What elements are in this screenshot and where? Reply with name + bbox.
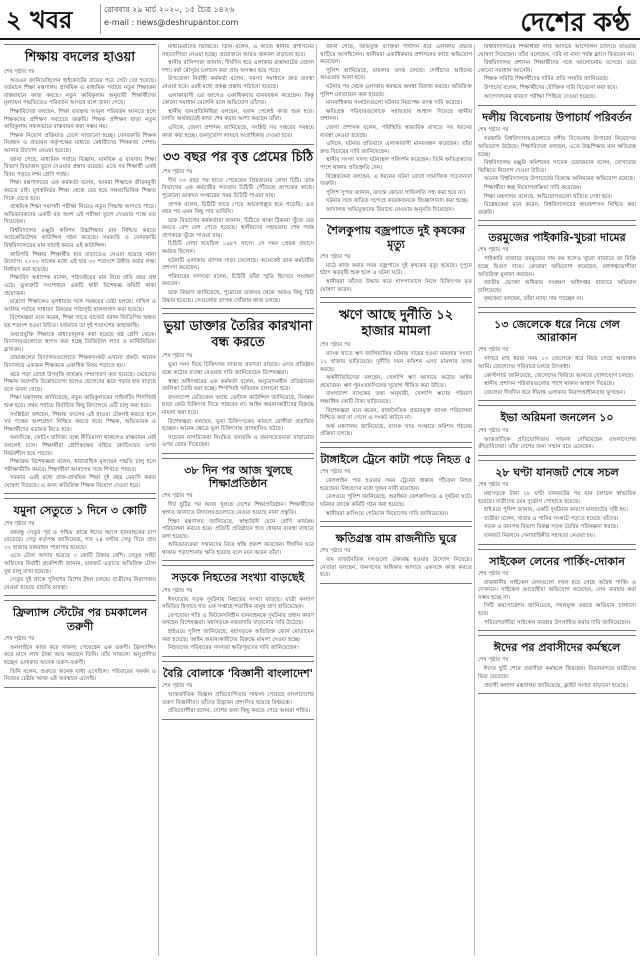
article-byline: শেষ পৃষ্ঠার পর [478,570,509,577]
article [4,498,156,596]
article-paragraph: অতএব জানিয়েছিলেন হাইকোর্টের রায়ের পরে সেটা তো হয়েছে। বর্তমানে শিক্ষা মন্ত্রণালয় প্রাথমিক ও মাধ্যমিক পর্যায়ে নতুন শিক্ষাক্রম বাস্তবায়নে কাজ করছে। নতুন কারিকুলাম অনুযায়ী শিক্ষার্থীদের মূল্যায়ন পদ্ধতিতেও পরিবর্তন আসবে বলে জানা গেছে। [4,77,156,107]
article [320,526,472,584]
article-paragraph: এদিকে, জেলা প্রশাসন জানিয়েছে, সংশ্লিষ্ট সব দপ্তরের সমন্বয়ে কাজ করা হচ্ছে। জনদুর্ভোগ লাঘবে অগ্রাধিকার দেওয়া হবে। [162,124,314,139]
article-paragraph: যানজট নিরসনে সেনাবাহিনীর সহায়তা নেওয়া হয়। [484,532,595,539]
column-2 [162,44,314,956]
article-paragraph: শিক্ষার্থীরা স্বচ্ছ নিয়োগপ্রক্রিয়া দাবি করেছেন। [484,184,582,191]
article-paragraph: শিক্ষাবিদেরা বলছেন, শিক্ষা ব্যবস্থায় আমূল পরিবর্তন আনতে হলে শিক্ষকদের প্রশিক্ষণ সবচেয়ে জরুরি। শিক্ষক প্রশিক্ষণ ছাড়া নতুন কারিকুলাম সফলভাবে বাস্তবায়ন করা সম্ভব নয়। [4,108,156,131]
article-body [478,356,636,397]
article-paragraph: সড়ক ও জনপথ বিভাগ বিকল্প সড়ক তৈরির পরিকল্পনা করছে। [484,524,619,531]
article-paragraph: রেলওয়ে পুলিশ জানিয়েছে, অরক্ষিত রেলক্রসিংয়ে এ দুর্ঘটনা ঘটে। ঘটনার তদন্তে কমিটি গঠন করা হয়েছে। [320,494,472,508]
article-paragraph: অনলাইনে কাজ করে সাফল্য পেয়েছেন এক তরুণী। ফ্রিল্যান্সিং করে মাসে লাখ টাকা আয় করছেন তিনি। তাঁর সাফল্যে অনুপ্রাণিত হচ্ছেন এলাকার অনেক তরুণ-তরুণী। [4,644,156,666]
article-paragraph: উপাচার্য বলেন, শিক্ষার্থীদের যৌক্তিক দাবি বিবেচনা করা হবে। [484,84,618,91]
article-paragraph: শিক্ষক সমিতি শিক্ষার্থীদের দাবির প্রতি সংহতি জানিয়েছে। [484,76,609,83]
article-paragraph: চিঠিটি লেখা হয়েছিল ১৯৮৭ সালে। সে সময় প্রেরক প্রবাসে কর্মরত ছিলেন। [162,241,314,256]
article [320,44,472,214]
article-body [320,263,472,294]
column-rule [474,44,475,956]
article-paragraph: অনেক বিশ্ববিদ্যালয়ে উপাচার্যের বিরুদ্ধে অনিয়মের অভিযোগ রয়েছে। [484,176,635,183]
article [4,44,156,494]
article-headline[interactable]: ৩৩ বছর পর বৃত্ত প্রেমের চিঠি [162,150,314,166]
article-paragraph: সংশ্লিষ্টরা বলছেন, শিক্ষায় বদলের এই হাওয়া টেকসই করতে হলে সব পক্ষের অংশগ্রহণ নিশ্চিত করতে হবে। শিক্ষক, অভিভাবক ও শিক্ষার্থীদের মতামত নিতে হবে। [4,411,156,433]
article-byline: শেষ পৃষ্ঠার পর [478,347,509,354]
article-body [320,44,472,214]
article-paragraph: কারিগরি শিক্ষায় শিক্ষার্থীর হার বাড়াতেও নেওয়া হয়েছে নানা উদ্যোগ। ২০৩০ সালের মধ্যে এই হার ৩০ শতাংশে উন্নীত করার লক্ষ্য নির্ধারণ করা হয়েছে। [4,251,156,273]
article-paragraph: বিশ্ববিদ্যালয় প্রশাসন শিক্ষার্থীদের সঙ্গে আলোচনায় বসেছে। তবে কোনো সমাধান আসেনি। [478,60,636,74]
article-paragraph: বেপরোয়া গতি ও ফিটনেসবিহীন যানবাহনকে দুর্ঘটনার প্রধান কারণ বলছেন বিশেষজ্ঞরা। মহাসড়কে নজরদারি বাড়ানোর দাবি উঠেছে। [162,612,314,627]
article-headline[interactable]: দলীয় বিবেচনায় উপাচার্য পরিবর্তন [482,111,632,125]
article-byline: শেষ পৃষ্ঠার পর [478,657,509,664]
article-paragraph: শিক্ষা মন্ত্রণালয় বলেছে, অভিযোগগুলো খতিয়ে দেখা হবে। [484,193,613,200]
article [478,225,636,308]
article-paragraph: স্থানীয় জনপ্রতিনিধিরা বলছেন, বরাদ্দ পেলেই কাজ শুরু হবে। চলতি অর্থবছরেই কাজ শেষ করার আশা করছেন তাঁরা। [162,108,314,123]
article-paragraph: সিটি করপোরেশন জানিয়েছে, দখলমুক্ত করতে অভিযান চালানো হবে। [478,603,636,618]
article-paragraph: বাংলাদেশ মেডিকেল অ্যান্ড ডেন্টাল কাউন্সিল জানিয়েছে, নিবন্ধন ছাড়া কেউ চিকিৎসা দিতে পারবেন না। আইন অমান্যকারীদের বিরুদ্ধে মামলা করা হবে। [162,394,314,416]
article [162,313,314,454]
article-paragraph: ঈদযাত্রায় সড়ক দুর্ঘটনায় নিহতের সংখ্যা বাড়ছে। যাত্রী কল্যাণ সমিতির হিসাবে গত এক সপ্তাহে শতাধিক মানুষ প্রাণ হারিয়েছেন। [162,596,314,611]
column-3 [320,44,472,956]
article [478,460,636,545]
article-paragraph: দীর্ঘ ছুটির পর আজ খুলছে দেশের শিক্ষাপ্রতিষ্ঠান। শিক্ষার্থীদের স্বাগত জানাতে বিদ্যালয়গুলোতে নেওয়া হয়েছে নানা প্রস্তুতি। [162,502,314,516]
article-byline: শেষ পৃষ্ঠার পর [478,427,509,434]
article-paragraph: এদিকে, ঘটনার প্রতিবাদে এলাকাবাসী মানববন্ধন করেছেন। তাঁরা দ্রুত বিচারের দাবি জানিয়েছেন। [320,141,472,155]
article-body [4,78,156,491]
article-paragraph: ডাক বিভাগ জানিয়েছে, পুরোনো ডাকঘর থেকে আরও কিছু চিঠি উদ্ধার হয়েছে। সেগুলোর প্রাপক খোঁজার কাজ চলছে। [162,290,314,304]
article-headline[interactable]: সাইকেল লেনের পার্কিং-দোকান [489,554,625,568]
article-headline[interactable]: ফ্রিল্যান্স স্টেটের পর চমকালেন তরুণী [12,606,148,633]
article [320,218,472,298]
article-paragraph: অভিভাবকেরা সন্তানদের নিয়ে স্বস্তি প্রকাশ করেছেন। দীর্ঘদিন ঘরে থাকায় পড়াশোনায় ক্ষতি হয়েছে বলে মনে করেন তাঁরা। [162,542,314,556]
article-body [478,491,636,541]
article-body [4,530,156,593]
article-paragraph: জানা গেছে, মাধ্যমিক পর্যায়ে বিজ্ঞান, মানবিক ও ব্যবসায় শিক্ষা বিভাগ বিভাজন তুলে দেওয়ার প্রস্তাব রয়েছে। এতে সব শিক্ষার্থী একই বিষয় পড়বে দশম শ্রেণি পর্যন্ত। [4,156,156,178]
article-headline[interactable]: টাঙ্গাইলে ট্রেনে কাটা পড়ে নিহত ৫ [320,452,472,466]
article-paragraph: আন্তর্জাতিক প্রতিযোগিতায় সাফল্য দেখিয়েছেন বাংলাদেশের ক্রীড়াবিদেরা। তাঁরা দেশের জন্য সম্মান বয়ে এনেছেন। [478,436,636,451]
article-body [478,256,636,304]
article-paragraph: সেতুর দুই প্রান্তে পুলিশের বিশেষ টহল চলছে। যাত্রীদের নিরাপত্তায় নেওয়া হয়েছে বাড়তি ব্যবস্থা। [4,577,156,591]
article-paragraph: নিহতদের পরিবারের সদস্যরা ক্ষতিপূরণের দাবি জানিয়েছেন। [168,645,299,652]
article-paragraph: আন্দোলনের কারণে পরীক্ষা পিছিয়ে দেওয়া হয়েছে। [484,93,596,100]
article-paragraph: স্থানীয়রা ক্রসিংয়ে গেটম্যান নিয়োগের দাবি জানিয়েছেন। [326,510,449,517]
article-byline: শেষ পৃষ্ঠার পর [4,635,35,642]
article-body [162,178,314,306]
article-paragraph: বিশ্ববিদ্যালয়ের শিক্ষার্থীরা দাবি আদায়ে আন্দোলন চালিয়ে যাওয়ার ঘোষণা দিয়েছেন। তাঁরা বলেছেন, দাবি না মানা পর্যন্ত ক্লাসে ফিরবেন না। [478,44,636,58]
article-headline[interactable]: ১৩ জেলেকে ধরে নিয়ে গেল আরাকান [494,318,620,345]
article-paragraph: কৃষকেরা বলছেন, তাঁরা ন্যায্য দাম পাচ্ছেন না। [484,296,584,303]
article-paragraph: আন্তর্জাতিক বিজ্ঞান প্রতিযোগিতায় সাফল্য পেয়েছে বাংলাদেশের তরুণ বিজ্ঞানীরা। তাঁদের উদ্ভাবন প্রশংসিত হয়েছে বিশ্বমঞ্চে। [162,692,314,706]
article-paragraph: সাগরে মাছ ধরার সময় ১৩ জেলেকে ধরে নিয়ে গেছে আরাকান আর্মি। জেলেদের পরিবারে চলছে উৎকণ্ঠা। [478,356,636,370]
article-paragraph: প্রাপক বলেন, চিঠিটি হাতে পেয়ে আবেগাপ্লুত হয়ে পড়েছি। এত বছর পর এমন কিছু পাব ভাবিনি। [162,201,314,216]
article-paragraph: বাম রাজনৈতিক দলগুলো ঐক্যবদ্ধ হওয়ার উদ্যোগ নিয়েছে। নেতারা বলছেন, জনগণের অধিকার আদায়ে একসঙ্গে কাজ করতে হবে। [320,557,472,579]
article-body [162,44,314,140]
article-byline: শেষ পৃষ্ঠার পর [478,247,509,254]
article-headline[interactable]: ঈদের পর প্রবাসীদের কর্মস্থলে [493,641,621,655]
article-paragraph: অন্যদিকে, কোচিং বাণিজ্য বন্ধে নীতিমালা থাকলেও বাস্তবায়ন নেই বললেই চলে। শিক্ষার্থীরা শ্রেণিকক্ষের বাইরে কোচিংয়ের ওপর নির্ভরশীল হয়ে পড়ছে। [4,435,156,457]
article-headline[interactable]: সড়কে নিহতের সংখ্যা বাড়ছেই [171,571,305,585]
article-paragraph: স্বাস্থ্য অধিদপ্তরের এক কর্মকর্তা বলেন, অনুমোদনহীন প্রতিষ্ঠানের তালিকা তৈরি করা হচ্ছে। শিগগিরই অভিযান চালানো হবে। [162,378,314,393]
article-byline: শেষ পৃষ্ঠার পর [320,342,351,349]
article-paragraph: বিশ্লেষকেরা মনে করেন, বিশ্ববিদ্যালয়ের স্বায়ত্তশাসন নিশ্চিত করা জরুরি। [478,202,636,216]
article-paragraph: উপজেলা নির্বাহী কর্মকর্তা বলেন, সমস্যা সমাধানে দ্রুত ব্যবস্থা নেওয়া হবে। এরই মধ্যে প্রকল্প প্রস্তাব পাঠানো হয়েছে। [162,76,314,90]
article-body [478,44,636,101]
article-paragraph: জাতীয় ভোক্তা অধিকার সংরক্ষণ অধিদপ্তর বাজারে অভিযান চালিয়েছে। [478,280,636,294]
article-paragraph: পরিবারের সদস্যরা বলেন, চিঠিটি তাঁরা স্মৃতি হিসেবে সংরক্ষণ করবেন। [162,273,314,288]
article-body [478,136,636,217]
article-headline[interactable]: শিক্ষায় বদলের হাওয়া [24,50,136,65]
article-paragraph: ব্যাংক খাতে ঋণ জালিয়াতির ঘটনায় দায়ের হওয়া মামলার সংখ্যা ১২ হাজার ছাড়িয়েছে। দুর্নীতি দমন কমিশন এসব মামলার তদন্ত করছে। [320,351,472,373]
column-1 [4,44,156,956]
article-paragraph: সরকার এরই মধ্যে প্রাক-প্রাথমিক শিক্ষা দুই বছর মেয়াদি করার ঘোষণা দিয়েছে। এ জন্য অতিরিক্ত শিক্ষক নিয়োগ দেওয়া হবে। [4,475,156,489]
article-body [478,666,636,690]
article-body [320,351,472,439]
article-byline: শেষ পৃষ্ঠার পর [162,493,193,500]
article-paragraph: প্রতিযোগীরা বলেন, দেশের জন্য কিছু করতে পেরে আমরা গর্বিত। [168,708,311,715]
article [320,447,472,522]
article-paragraph: ডাক বিভাগের কর্মকর্তারা জানান, চিঠিতে থাকা ঠিকানা খুঁজে বের করতে বেশ বেগ পেতে হয়েছে। স্থানীয়দের সহায়তায় শেষ পর্যন্ত প্রাপককে খুঁজে পাওয়া যায়। [162,217,314,239]
masthead [0,0,640,40]
article-body [162,362,314,450]
article-paragraph: পাইকারি বাজারে তরমুজের দাম কম হলেও খুচরা বাজারে তা বিক্রি হচ্ছে দ্বিগুণ দামে। ক্রেতারা অভিযোগ করেছেন, মধ্যস্বত্বভোগীরা অতিরিক্ত মুনাফা করছেন। [478,256,636,278]
column-4 [478,44,636,956]
article-paragraph: সচেতন নাগরিকেরা নিয়মিত তদারকি ও জনসচেতনতা বাড়ানোর ওপর জোর দিয়েছেন। [162,434,314,449]
article-paragraph: পুলিশ সুপার জানান, তদন্তে কোনো গাফিলতি সহ্য করা হবে না। [326,189,466,196]
article-paragraph: যাত্রীরা বলেন, খাবার ও পানির সংকটে পড়তে হয়েছে তাঁদের। [484,515,619,522]
article [478,635,636,694]
article-paragraph: বিশ্ববিদ্যালয় মঞ্জুরি কমিশনের সাবেক চেয়ারম্যান বলেন, যোগ্যতার ভিত্তিতে নিয়োগ দেওয়া উচিত। [478,160,636,174]
column-rule [316,44,317,956]
article-headline[interactable]: শৈলকুপায় বজ্রপাতে দুই কৃষকের মৃত্যু [326,224,465,251]
masthead-divider [100,4,101,34]
article-byline: শেষ পৃষ্ঠার পর [4,520,35,527]
article-byline: শেষ পৃষ্ঠার পর [320,253,351,260]
article-paragraph: বিশেষজ্ঞরা বলছেন, ভুয়া চিকিৎসকের কারণে রোগীরা প্রতারিত হচ্ছেন। অনেক ক্ষেত্রে ভুল চিকিৎসায় প্রাণহানিও ঘটছে। [162,418,314,433]
article-paragraph: মাদ্রাসা শিক্ষাকেও মূলধারার সঙ্গে সমন্বয়ের চেষ্টা চলছে। দাখিল ও আলিম পর্যায়ে সাধারণ বিষয়ের পাঠ্যসূচি হালনাগাদ করা হয়েছে। [4,299,156,313]
article-byline: শেষ পৃষ্ঠার পর [478,127,509,134]
article-paragraph: জানা গেছে, অভিযুক্ত ব্যক্তিরা দীর্ঘদিন ধরে এলাকায় প্রভাব খাটিয়ে আসছিলেন। স্থানীয়রা একাধিকবার প্রশাসনের কাছে অভিযোগ করেছেন। [320,44,472,66]
article-paragraph: প্রাথমিক শিক্ষা সমাপনী পরীক্ষা নিয়েও নতুন সিদ্ধান্ত আসতে পারে। অভিভাবকদের একটি বড় অংশ এই পরীক্ষা তুলে দেওয়ার পক্ষে মত দিয়েছেন। [4,204,156,226]
article-paragraph: স্থানীয় সংসদ সদস্য ঘটনাস্থল পরিদর্শন করেছেন। তিনি ক্ষতিগ্রস্তদের পাশে থাকার প্রতিশ্রুতি দেন। [320,157,472,171]
article-paragraph: শিক্ষা মন্ত্রণালয় জানিয়েছে, স্বাস্থ্যবিধি মেনে শ্রেণি কার্যক্রম পরিচালনা করতে হবে। প্রতিটি প্রতিষ্ঠানে হাত ধোয়ার ব্যবস্থা রাখতে বলা হয়েছে। [162,518,314,540]
article-body [4,645,156,684]
article-paragraph: শিক্ষা মন্ত্রণালয়ের এক কর্মকর্তা বলেন, আমরা শিক্ষাকে জীবনমুখী করতে চাই। মুখস্থনির্ভর শিক্ষা থেকে বের হয়ে দক্ষতাভিত্তিক শিক্ষার দিকে যেতে হবে। [4,180,156,202]
article [478,105,636,221]
article-paragraph: মানবাধিকার সংগঠনগুলো ঘটনার নিরপেক্ষ তদন্ত দাবি করেছে। [326,100,463,107]
article-paragraph: পুলিশ জানিয়েছে, মামলার তদন্ত চলছে। দোষীদের আইনের আওতায় আনা হবে। [320,67,472,82]
article-paragraph: ঘটনার সঙ্গে জড়িত সন্দেহে কয়েকজনকে জিজ্ঞাসাবাদ করা হচ্ছে। [326,198,469,205]
article-byline: শেষ পৃষ্ঠার পর [162,683,193,689]
article-paragraph: পরিবেশবাদীরা সাইকেল ব্যবহার উৎসাহিত করার দাবি জানিয়েছেন। [484,619,631,626]
article-headline[interactable]: ৩৮ দিন পর আজ খুলছে শিক্ষাপ্রতিষ্ঠান [184,463,292,491]
article-paragraph: প্রবাসী কল্যাণ মন্ত্রণালয় জানিয়েছে, ফ্লাইট সংখ্যা বাড়ানো হয়েছে। [484,682,629,689]
article-paragraph: বঙ্গবন্ধু সেতুর পূর্ব ও পশ্চিম প্রান্তে ঈদের আগে যানবাহনের চাপ বেড়েছে। সেতু কর্তৃপক্ষ জানিয়েছে, গত ২৪ ঘণ্টায় সেতু দিয়ে প্রায় ৩২ হাজার যানবাহন পারাপার হয়েছে। [4,529,156,551]
article-paragraph: জেলেরা দীর্ঘদিন ধরে সীমান্ত এলাকায় নিরাপত্তাহীনতায় ভুগছেন। [484,389,626,396]
article-body [162,692,314,716]
article [320,302,472,443]
article-headline[interactable]: ২৮ ঘণ্টা যানজট শেষে সচল [495,465,619,479]
article-paragraph: শিক্ষা মন্ত্রণালয় জানিয়েছে, নতুন কারিকুলামের পাইলটিং শিগগিরই শুরু হবে। প্রথম পর্যায়ে নির্বাচিত কিছু বিদ্যালয়ে এটি চালু করা হবে। [4,395,156,409]
article-headline[interactable]: ঋণে আছে দুর্নীতি ১২ হাজার মামলা [338,308,454,339]
article-byline: শেষ পৃষ্ঠার পর [4,68,35,75]
article-paragraph: মাধ্যমেরাদের ভিত্তিতে। তিনি বলেন, এ কাজে স্থানীয় প্রশাসনের সহযোগিতা নেওয়া হচ্ছে। প্রয়োজনে আরও জনবল বাড়ানো হবে। [162,44,314,58]
article-paragraph: দীর্ঘ ৩৩ বছর পর হাতে পেয়েছেন প্রিয়জনের লেখা চিঠি। ডাক বিভাগের এক কর্মচারীর সততায় চিঠিটি পৌঁছেছে প্রাপকের কাছে। পুরোনো ডাকঘর সংস্কারের সময় চিঠিটি পাওয়া যায়। [162,177,314,199]
article-paragraph: জেলা প্রশাসক বলেন, পরিস্থিতি স্বাভাবিক রাখতে সব ধরনের ব্যবস্থা নেওয়া হয়েছে। [320,124,472,139]
article-paragraph: স্থানীয় প্রশাসন পরিবারগুলোর পাশে থাকার আশ্বাস দিয়েছে। [484,381,615,388]
article-paragraph: শিক্ষক নিয়োগ প্রক্রিয়াও ঢেলে সাজানো হচ্ছে। বেসরকারি শিক্ষক নিবন্ধন ও প্রত্যয়ন কর্তৃপক্ষের মাধ্যমে মেধাবীদের শিক্ষকতা পেশায় আনার উদ্যোগ নেওয়া হয়েছে। [4,132,156,154]
article-paragraph: ক্ষতিগ্রস্ত পরিবারগুলোকে সহায়তার আশ্বাস দিয়েছে স্থানীয় প্রশাসন। [320,108,472,123]
article-body [162,597,314,653]
article-headline[interactable]: বৈরি বোলাকে 'বিজ্ঞানী বাংলাদেশ' [162,666,314,680]
article-paragraph: ঈদের ছুটি শেষে প্রবাসীরা কর্মস্থলে ফিরছেন। বিমানবন্দরে যাত্রীদের ভিড় বেড়েছে। [478,666,636,681]
article-body [478,437,636,452]
article-headline[interactable]: তরমুজের পাইকারি-খুচরা দামের [488,231,626,245]
article-body [320,478,472,518]
article-paragraph: বিশেষজ্ঞরা মনে করেন, রাজনৈতিক প্রভাবমুক্ত ব্যাংক পরিচালনা নিশ্চিত করা না গেলে এ সংকট কাটবে না। [320,407,472,422]
article-body [320,557,472,580]
article-headline[interactable]: ইভা অরিমনা জনলেন ১০ [500,411,614,425]
article [162,565,314,656]
email-line: e-mail : news@deshrupantor.com [104,18,239,27]
article-byline: শেষ পৃষ্ঠার পর [320,548,351,555]
article [162,661,314,720]
article-paragraph: এতে টোল আদায় হয়েছে ৩ কোটি টাকার বেশি। সেতুর সাইট অফিসের নির্বাহী প্রকৌশলী জানান, যানজট এড়াতে অতিরিক্ত টোল বুথ চালু রাখা হয়েছে। [4,553,156,575]
article-paragraph: কোস্টগার্ড জানিয়েছে, জেলেদের ফিরিয়ে আনতে যোগাযোগ চলছে। [484,372,634,379]
article-paragraph: স্থানীয় বাসিন্দারা জানান, দীর্ঘদিন ধরে এলাকার রাস্তাঘাটের বেহাল দশা। বর্ষা মৌসুমে চলাচল করা প্রায় অসম্ভব হয়ে পড়ে। [162,60,314,74]
article [162,144,314,309]
article-paragraph: শিক্ষাক্রম বিশেষজ্ঞরা বলেন, ধারাবাহিক মূল্যায়ন পদ্ধতি চালু হলে পরীক্ষাভীতি কমবে। শিক্ষার্থীরা আনন্দের সঙ্গে শিখতে পারবে। [4,459,156,473]
article-paragraph: রেললাইন পার হওয়ার সময় ট্রেনের ধাক্কায় পাঁচজন নিহত হয়েছেন। নিহতদের মধ্যে দুজন নারী রয়েছেন। [320,478,472,492]
article-paragraph: স্থানীয়রা তাঁদের উদ্ধার করে হাসপাতালে নিলে চিকিৎসক মৃত ঘোষণা করেন। [320,279,472,293]
article-paragraph: হাইওয়ে পুলিশ জানিয়েছে, মহাসড়কে অতিরিক্ত ফোর্স মোতায়েন করা হয়েছে। আইন অমান্যকারীদের বিরুদ্ধে মামলা দেওয়া হচ্ছে। [162,629,314,643]
article-paragraph: গ্রামাঞ্চলের বিদ্যালয়গুলোতে শিক্ষকসংকট এখনো প্রকট। অনেক বিদ্যালয়ে একজন শিক্ষককে একাধিক বিষয় পড়াতে হয়। [4,355,156,369]
article-headline[interactable]: ক্ষতিগ্রস্ত বাম রাজনীতি ঘুরে [335,532,457,546]
article-paragraph: বাংলাদেশ ব্যাংকের তথ্য অনুযায়ী, খেলাপি ঋণের পরিমাণ লক্ষাধিক কোটি টাকা ছাড়িয়েছে। [320,391,472,405]
article-paragraph: হাইওয়ে পুলিশ জানায়, একটি দুর্ঘটনার কারণে যানজটের সৃষ্টি হয়। [484,507,628,514]
article-paragraph: বিশেষজ্ঞরা মনে করেন, শিক্ষা খাতে বাজেট বরাদ্দ জিডিপির অন্তত ছয় শতাংশ হওয়া উচিত। বর্তমানে তা দুই শতাংশের কাছাকাছি। [4,315,156,329]
page-number: ২ খবর [6,5,73,34]
article-paragraph: অর্থ মন্ত্রণালয় জানিয়েছে, ব্যাংক খাত সংস্কারে কমিশন গঠনের প্রক্রিয়া চলছে। [320,423,472,438]
article-byline: শেষ পৃষ্ঠার পর [162,587,193,594]
article [162,44,314,140]
article-byline: শেষ পৃষ্ঠার পর [162,353,193,360]
article-byline: শেষ পৃষ্ঠার পর [320,469,351,476]
article-paragraph: সরকারি বিশ্ববিদ্যালয়গুলোতে দলীয় বিবেচনায় উপাচার্য নিয়োগের অভিযোগ উঠেছে। শিক্ষাবিদেরা বলছেন, এতে উচ্চশিক্ষার মান ক্ষতিগ্রস্ত হচ্ছে। [478,136,636,158]
article [4,600,156,687]
article-body [162,502,314,557]
article-paragraph: ঝরে পড়া রোধে উপবৃত্তি কার্যক্রম সম্প্রসারণ করা হয়েছে। মেয়েদের শিক্ষায় অগ্রগতি উল্লেখযোগ্য হলেও ছেলেদের ঝরে পড়ার হার বাড়ছে বলে জানা গেছে। [4,371,156,393]
article-paragraph: বিশ্ববিদ্যালয় মঞ্জুরি কমিশন উচ্চশিক্ষার মান নিশ্চিত করতে অ্যাক্রেডিটেশন কাউন্সিল গঠন করেছে। সরকারি ও বেসরকারি বিশ্ববিদ্যালয়ের মান যাচাই করবে এই কাউন্সিল। [4,227,156,250]
article-paragraph: রাজধানীর সাইকেল লেনগুলো দখল হয়ে গেছে অবৈধ পার্কিং ও দোকানে। সাইকেল আরোহীরা অভিযোগ করেছেন, লেন ব্যবহার করা সম্ভব হচ্ছে না। [478,579,636,601]
article [478,549,636,632]
article-body [478,580,636,628]
article [478,405,636,455]
article-paragraph: অর্থনীতিবিদেরা বলছেন, খেলাপি ঋণ আদায়ে কঠোর আইন প্রয়োজন। ঋণ পুনঃতফসিলের সুযোগ সীমিত করা উচিত। [320,375,472,389]
article-paragraph: বিশ্লেষকেরা বলছেন, এ ধরনের ঘটনা রোধে সামাজিক সচেতনতা জরুরি। [320,173,472,188]
date-line: রোববার ২৯ মার্চ ২০২০, ১৫ চৈত্র ১৪২৬ [104,5,235,14]
article [478,44,636,101]
article-paragraph: ভুয়া সনদ দিয়ে চিকিৎসক সাজার প্রবণতা বাড়ছে। এসব প্রতিষ্ঠান বন্ধে কঠোর ব্যবস্থা নেওয়ার দাবি জানিয়েছেন বিশেষজ্ঞরা। [162,362,314,376]
article-paragraph: ঘটনার পর থেকে এলাকায় থমথমে অবস্থা বিরাজ করছে। অতিরিক্ত পুলিশ মোতায়েন করা হয়েছে। [320,83,472,98]
article-paragraph: মহাসড়কে টানা ২৮ ঘণ্টা যানজটের পর যান চলাচল স্বাভাবিক হয়েছে। যাত্রীদের চরম দুর্ভোগ পোহাতে হয়েছে। [478,490,636,505]
article-paragraph: তিনি বলেন, শুরুতে অনেক বাধা এসেছিল। পরিবারের সমর্থন ও নিজের চেষ্টায় আজ এই অবস্থানে এসেছি। [4,668,156,683]
article-paragraph: মাঠে কাজ করার সময় বজ্রপাতে দুই কৃষকের মৃত্যু হয়েছে। দুপুরে হঠাৎ ঝড়বৃষ্টি শুরু হলে এ ঘটনা ঘটে। [320,262,472,277]
article-paragraph: ঘটনাটি এলাকায় ব্যাপক সাড়া ফেলেছে। অনেকেই ডাক কর্মচারীর প্রশংসা করেছেন। [162,257,314,272]
article-headline[interactable]: ভুয়া ডাক্তার তৈরির কারখানা বন্ধ করতে [163,319,313,350]
newspaper-logo: দেশের কণ্ঠ [520,8,630,38]
article-byline: শেষ পৃষ্ঠার পর [478,481,509,488]
article [478,312,636,401]
article-paragraph: আদালত অভিযুক্তদের রিমান্ডে নেওয়ার অনুমতি দিয়েছেন। [326,206,454,213]
article-paragraph: শিক্ষাবিদ অধ্যাপক বলেন, পাঠ্যবইয়ের মান নিয়ে প্রতি বছর প্রশ্ন ওঠে। ভুলত্রুটি সংশোধনে একটি স্থায়ী বিশেষজ্ঞ কমিটি থাকা প্রয়োজন। [4,275,156,297]
article-headline[interactable]: যমুনা সেতুতে ১ দিনে ৩ কোটি [13,504,147,518]
article-paragraph: তথ্যপ্রযুক্তি শিক্ষাকে বাধ্যতামূলক করা হয়েছে ষষ্ঠ শ্রেণি থেকে। বিদ্যালয়গুলোতে স্থাপন করা হচ্ছে ডিজিটাল ল্যাব ও মাল্টিমিডিয়া ক্লাসরুম। [4,331,156,353]
article-byline: শেষ পৃষ্ঠার পর [162,168,193,175]
article [162,458,314,562]
column-rule [158,44,159,956]
article-paragraph: এলাকাবাসী এর আগেও একাধিকবার মানববন্ধন করেছেন। কিন্তু কোনো সমাধান মেলেনি বলে অভিযোগ তাঁদের। [162,92,314,107]
